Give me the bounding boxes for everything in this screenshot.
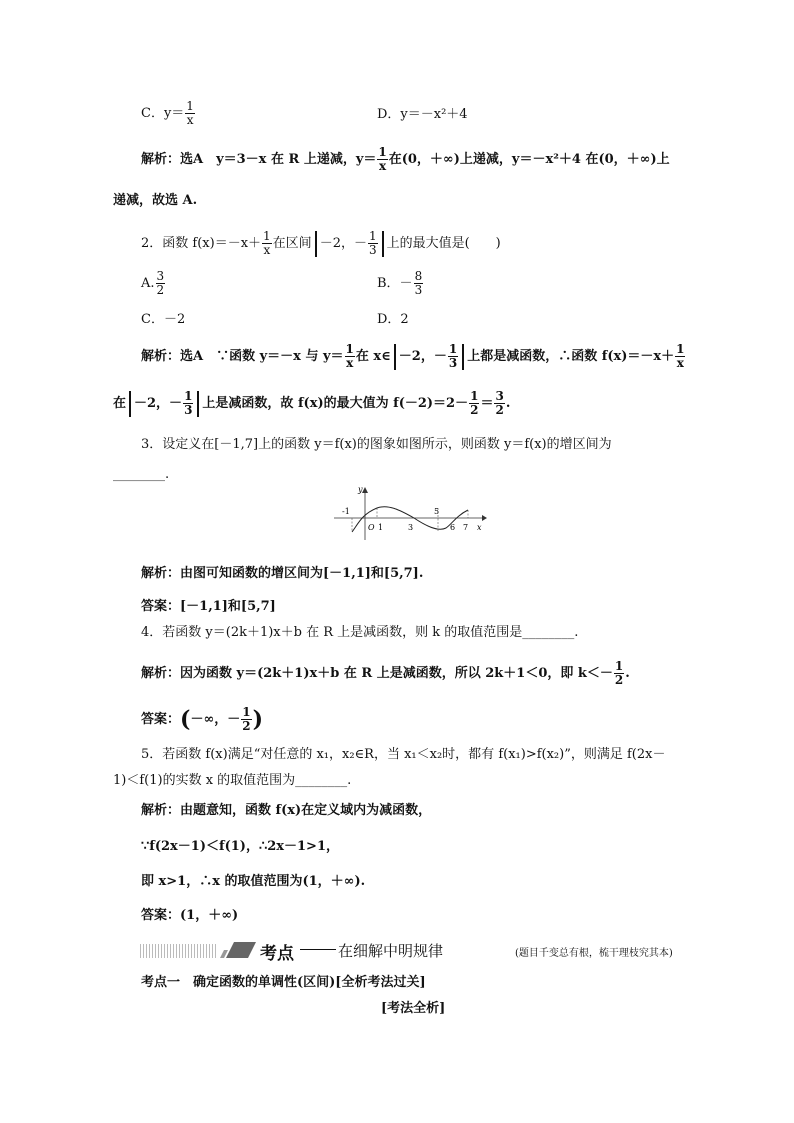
function-graph	[330, 484, 490, 544]
option-c: C．y＝ $\frac{1}{x}$	[141, 99, 194, 127]
answer-4: 答案：(－∞，－ $\frac{1}{2}$ )	[141, 705, 264, 733]
graph-tick: 1	[378, 523, 384, 532]
solution-1-line2: 递减，故选 A.	[113, 193, 198, 208]
section-banner	[140, 940, 680, 962]
graph-xlabel: x	[477, 523, 482, 532]
question-3-line2: ________.	[113, 467, 170, 482]
option-2a: A. $\frac{3}{2}$	[141, 269, 165, 297]
solution-5-line2: ∵f(2x－1)＜f(1)，∴2x－1>1，	[141, 839, 339, 854]
answer-3: 答案：[－1,1]和[5,7]	[141, 599, 276, 614]
fraction: $\frac{1}{x}$	[186, 99, 194, 127]
graph-tick: -1	[342, 507, 350, 516]
graph-tick: 3	[408, 523, 414, 532]
banner-dash	[300, 949, 336, 950]
question-4: 4．若函数 y＝(2k＋1)x＋b 在 R 上是减函数，则 k 的取值范围是________.	[141, 625, 579, 640]
question-5-line2: 1)＜f(1)的实数 x 的取值范围为________.	[113, 773, 352, 788]
question-2: 2．函数 f(x)＝－x＋ $\frac{1}{x}$ 在区间 －2，－ $\frac{1}{3}$ 上的最大值是( )	[141, 229, 501, 257]
answer-5: 答案：(1，＋∞)	[141, 908, 239, 923]
graph-tick: 6	[450, 523, 456, 532]
banner-slash-icon	[216, 942, 256, 958]
banner-title: 考点	[260, 944, 294, 964]
option-2b: B．－ $\frac{8}{3}$	[377, 269, 423, 297]
topic-1-heading: 考点一 确定函数的单调性(区间)[全析考法过关]	[141, 975, 426, 990]
banner-note: (题目千变总有根，梳干理枝究其本)	[515, 948, 673, 959]
option-2c: C．－2	[141, 312, 186, 327]
graph-ylabel: y	[358, 485, 363, 494]
solution-2-line1: 解析：选A ∵函数 y＝－x 与 y＝ $\frac{1}{x}$ 在 x∈ －2，－ $\frac{1}{3}$ 上都是减函数，∴函数 f(x)＝－x＋ $\frac{1}{x}$	[141, 342, 685, 370]
option-d: D．y＝－x²＋4	[377, 107, 468, 122]
solution-1-line1: 解析：选A y＝3－x 在 R 上递减，y＝ $\frac{1}{x}$ 在(0，＋∞)上递减，y＝－x²＋4 在(0，＋∞)上	[141, 145, 670, 173]
solution-2-line2: 在 －2，－ $\frac{1}{3}$ 上是减函数，故 f(x)的最大值为 f(－2)＝2－ $\frac{1}{2}$ ＝ $\frac{3}{2}$ .	[113, 389, 511, 417]
graph-origin: O	[368, 523, 375, 532]
bracket-right	[382, 231, 384, 257]
solution-5-line3: 即 x>1，∴x 的取值范围为(1，＋∞).	[141, 874, 366, 889]
banner-stripes	[140, 944, 218, 958]
question-5-line1: 5．若函数 f(x)满足“对任意的 x₁，x₂∈R，当 x₁＜x₂时，都有 f(x₁)>f(x₂)”，则满足 f(2x－	[141, 747, 666, 762]
graph-tick: 5	[434, 507, 440, 516]
solution-5-line1: 解析：由题意知，函数 f(x)在定义域内为减函数，	[141, 803, 432, 818]
solution-4: 解析：因为函数 y＝(2k＋1)x＋b 在 R 上是减函数，所以 2k＋1＜0，即 k＜－ $\frac{1}{2}$ .	[141, 659, 630, 687]
bracket-left	[315, 231, 317, 257]
question-3-line1: 3．设定义在[－1,7]上的函数 y＝f(x)的图象如图所示，则函数 y＝f(x)的增区间为	[141, 437, 612, 452]
graph-tick: 7	[463, 523, 469, 532]
topic-1-subheading: [考法全析]	[381, 1001, 446, 1016]
banner-tagline: 在细解中明规律	[338, 942, 444, 960]
solution-3: 解析：由图可知函数的增区间为[－1,1]和[5,7].	[141, 566, 424, 581]
option-2d: D．2	[377, 312, 409, 327]
